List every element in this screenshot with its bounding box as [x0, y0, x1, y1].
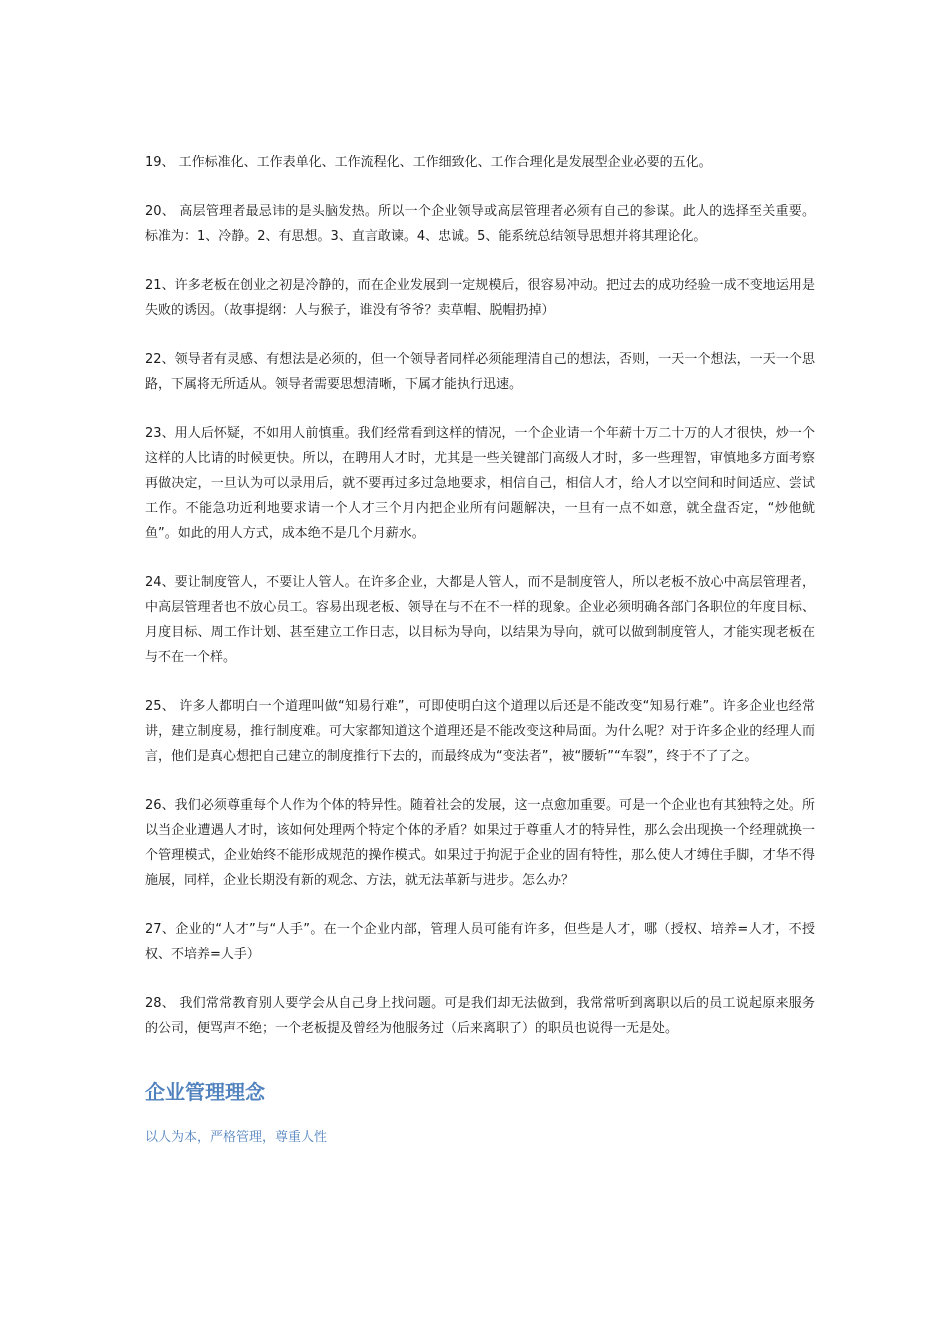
paragraph-26: 26、我们必须尊重每个人作为个体的特异性。随着社会的发展，这一点愈加重要。可是一个企业也有其独特之处。所以当企业遭遇人才时，该如何处理两个特定个体的矛盾？如果过于尊重人才的特异性，那么会出现换一个经理就换一个管理模式，企业始终不能形成规范的操作模式。如果过于拘泥于企业的固有特性，那么使人才缚住手脚，才华不得施展，同样，企业长期没有新的观念、方法，就无法革新与进步。怎么办？	[145, 798, 815, 888]
paragraph-28: 28、 我们常常教育别人要学会从自己身上找问题。可是我们却无法做到，我常常听到离职以后的员工说起原来服务的公司，便骂声不绝；一个老板提及曾经为他服务过（后来离职了）的职员也说得一无是处。	[145, 996, 815, 1036]
paragraph-24: 24、要让制度管人，不要让人管人。在许多企业，大都是人管人，而不是制度管人，所以老板不放心中高层管理者，中高层管理者也不放心员工。容易出现老板、领导在与不在不一样的现象。企业必须明确各部门各职位的年度目标、月度目标、周工作计划、甚至建立工作日志，以目标为导向，以结果为导向，就可以做到制度管人，才能实现老板在与不在一个样。	[145, 575, 815, 665]
paragraph-21: 21、许多老板在创业之初是冷静的，而在企业发展到一定规模后，很容易冲动。把过去的成功经验一成不变地运用是失败的诱因。（故事提纲：人与猴子，谁没有爷爷？卖草帽、脱帽扔掉）	[145, 278, 815, 318]
paragraph-22: 22、领导者有灵感、有想法是必须的，但一个领导者同样必须能理清自己的想法，否则，一天一个想法，一天一个思路，下属将无所适从。领导者需要思想清晰，下属才能执行迅速。	[145, 352, 815, 392]
paragraph-19: 19、 工作标准化、工作表单化、工作流程化、工作细致化、工作合理化是发展型企业必要的五化。	[145, 155, 712, 170]
paragraph-23: 23、用人后怀疑，不如用人前慎重。我们经常看到这样的情况，一个企业请一个年薪十万二十万的人才很快，炒一个这样的人比请的时候更快。所以，在聘用人才时，尤其是一些关键部门高级人才时，多一些理智，审慎地多方面考察再做决定，一旦认为可以录用后，就不要再过多过急地要求，相信自己，相信人才，给人才以空间和时间适应、尝试工作。不能急功近利地要求请一个人才三个月内把企业所有问题解决，一旦有一点不如意，就全盘否定，“炒他鱿鱼”。如此的用人方式，成本绝不是几个月薪水。	[145, 426, 815, 541]
document-body	[145, 150, 815, 1149]
section-subheading: 以人为本，严格管理，尊重人性	[145, 1130, 328, 1145]
paragraph-25: 25、 许多人都明白一个道理叫做“知易行难”，可即使明白这个道理以后还是不能改变“知易行难”。许多企业也经常讲，建立制度易，推行制度难。可大家都知道这个道理还是不能改变这种局面。为什么呢？对于许多企业的经理人而言，他们是真心想把自己建立的制度推行下去的，而最终成为“变法者”，被“腰斩”“车裂”，终于不了了之。	[145, 699, 815, 764]
paragraph-20: 20、 高层管理者最忌讳的是头脑发热。所以一个企业领导或高层管理者必须有自己的参谋。此人的选择至关重要。标准为：1、冷静。2、有思想。3、直言敢谏。4、忠诚。5、能系统总结领导思想并将其理论化。	[145, 204, 815, 244]
section-heading: 企业管理理念	[145, 1080, 265, 1104]
paragraph-27: 27、企业的“人才”与“人手”。在一个企业内部，管理人员可能有许多，但些是人才，哪（授权、培养=人才，不授权、不培养=人手）	[145, 922, 815, 962]
